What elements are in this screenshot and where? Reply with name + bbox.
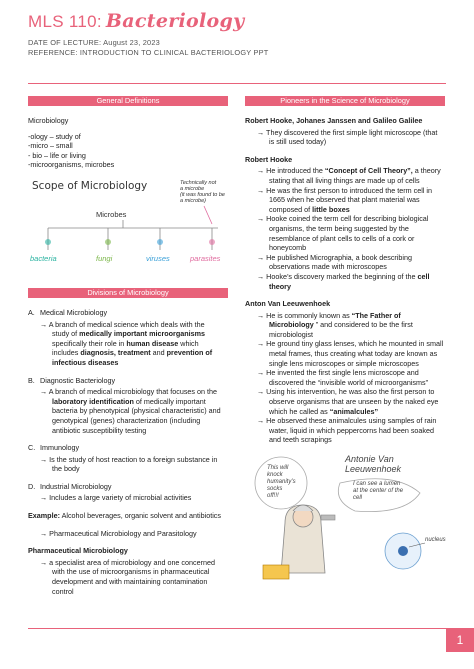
pharm-title: Pharmaceutical Microbiology [28,546,128,556]
left-column [28,96,228,596]
division-d-body: → Includes a large variety of microbial activities [40,493,192,503]
section-bar-divisions: Divisions of Microbiology [28,288,228,298]
page-title [28,10,448,32]
scope-leaf-fungi: fungi [96,253,113,263]
rh-title: Robert Hooke, Johanes Janssen and Galileo Galilee [245,116,423,125]
scope-center-label: Microbes [96,209,127,219]
scope-leaf-viruses: viruses [146,253,170,263]
speech-bubble-2: I can see a lumen at the center of the cell [353,481,404,501]
hooke-body: → He introduced the “Concept of Cell Theory”, a theory stating that all living things are made up of cells → He was the first person to introduced the term cell in 1665 when he observed that plant material was composed of little boxes → Hooke coined the term cell for describing biological organisms, the term being suggested by the resemblance of plant cells to cells of a cork or honeycomb → He published Micrographia, a book describing observations made with microscopes → Hooke’s discovery marked the beginning of the cell theory [257,166,441,291]
hooke-title: Robert Hooke [245,154,293,164]
scope-note: Technically not a microbe (it was found to be a microbe) [180,179,225,204]
division-b-body: → A branch of medical microbiology that focuses on the laboratory identification of medically important bacteria by phenotypical (physical characteristic) and genotypical (genes) characterization (including antibiotic susceptibility testing [40,387,221,435]
definition-item: -microorganisms, microbes [28,160,115,170]
pharm-line: → Pharmaceutical Microbiology and Parasitology [40,528,197,538]
division-a-body: → A branch of medical science which deals with the study of medically important microorganisms specifically their role in human disease which includes diagnosis, treatment and prevention of infectious diseases [40,319,213,367]
scope-diagram [28,180,228,270]
division-c-body: → Is the study of host reaction to a foreign substance in the body [40,454,218,474]
top-divider [28,83,446,84]
division-c-title: C. Immunology [28,443,80,453]
section-bar-pioneers: Pioneers in the Science of Microbiology [245,96,445,106]
micro-title: Microbiology [28,116,69,125]
bottom-divider [28,628,446,629]
av-title: Anton Van Leeuwenhoek [245,299,331,309]
page-header [28,10,448,58]
definition-item: -ology – study of [28,131,81,141]
page-number: 1 [446,628,474,652]
rh-body: → They discovered the first simple light microscope (that is still used today) [257,127,438,147]
example-line: Example: Alcohol beverages, organic solvent and antibiotics [28,511,221,521]
lecture-meta [28,38,448,58]
date-line: DATE OF LECTURE: August 23, 2023 [28,38,160,47]
course-code: MLS 110: [28,12,102,31]
definition-item: - bio – life or living [28,150,86,160]
definition-item: -micro – small [28,141,73,151]
scope-leaf-bacteria: bacteria [30,253,57,263]
illustration-name: Antonie Van Leeuwenhoek [345,454,402,474]
section-bar-general: General Definitions [28,96,228,106]
scope-leaf-parasites: parasites [190,253,221,263]
division-d-title: D. Industrial Microbiology [28,481,112,491]
division-b-title: B. Diagnostic Bacteriology [28,375,116,385]
av-body: → He is commonly known as “The Father of Microbiology ” and considered to be the first microbiologist → He ground tiny glass lenses, which he mounted in small metal frames, thus creating what today are known as single lens microscopes or simple microscopes → He invented the first single lens microscope and discovered the “invisible world of microorganisms” → Using his intervention, he was also the first person to observe organisms that are unseen by the naked eye which he called as “animalcules” → He observed these animalcules using samples of rain water, liquid in which peppercorns had been soaked and teeth scrapings [257,310,444,445]
reference-line: REFERENCE: INTRODUCTION TO CLINICAL BACTERIOLOGY PPT [28,48,269,57]
pharm-body: → a specialist area of microbiology and one concerned with the use of microorganisms in pharmaceutical development and with maintaining contamination control [40,557,215,596]
speech-bubble-1: This will knock humanity’s socks off!!! [267,465,296,499]
course-title: Bacteriology [105,10,245,32]
nucleus-label: nucleus [425,537,446,543]
division-a-title: A. Medical Microbiology [28,307,108,317]
right-column [245,96,445,603]
scope-title: Scope of Microbiology [32,179,148,192]
leeuwenhoek-illustration [245,453,445,603]
